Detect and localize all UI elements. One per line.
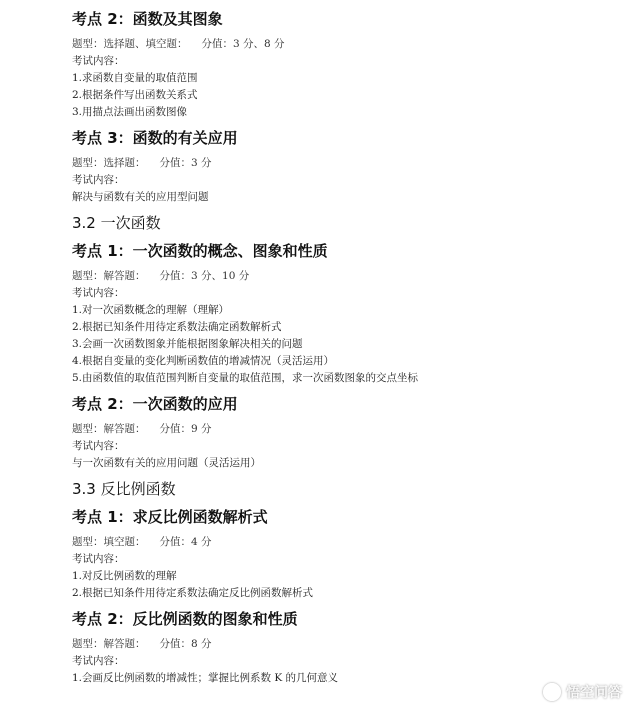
section-heading: 考点 1：一次函数的概念、图象和性质	[72, 242, 328, 260]
question-type: 题型：选择题：	[72, 157, 146, 169]
score-value: 分值：3 分、8 分	[201, 38, 285, 50]
wukong-logo-icon	[543, 683, 561, 701]
section-heading: 考点 2：函数及其图象	[72, 10, 223, 28]
content-item: 2.根据已知条件用待定系数法确定函数解析式	[72, 321, 282, 333]
content-item: 解决与函数有关的应用型问题	[72, 191, 209, 203]
content-item: 1.会画反比例函数的增减性；掌握比例系数 K 的几何意义	[72, 672, 339, 684]
content-item: 3.会画一次函数图象并能根据图象解决相关的问题	[72, 338, 303, 350]
score-value: 分值：3 分	[159, 157, 212, 169]
content-item: 1.对反比例函数的理解	[72, 570, 177, 582]
content-item: 2.根据已知条件用待定系数法确定反比例函数解析式	[72, 587, 314, 599]
question-meta	[72, 636, 632, 653]
question-type: 题型：填空题：	[72, 536, 146, 548]
question-meta	[72, 534, 632, 551]
section-heading: 考点 2：反比例函数的图象和性质	[72, 610, 298, 628]
score-value: 分值：3 分、10 分	[159, 270, 250, 282]
score-value: 分值：4 分	[159, 536, 212, 548]
question-type: 题型：选择题、填空题：	[72, 38, 188, 50]
question-meta	[72, 421, 632, 438]
question-type: 题型：解答题：	[72, 638, 146, 650]
chapter-heading: 3.3 反比例函数	[72, 480, 176, 498]
content-item: 1.对一次函数概念的理解（理解）	[72, 304, 230, 316]
watermark	[543, 682, 622, 702]
question-meta	[72, 268, 632, 285]
score-value: 分值：9 分	[159, 423, 212, 435]
content-item: 4.根据自变量的变化判断函数值的增减情况（灵活运用）	[72, 355, 335, 367]
content-label: 考试内容：	[72, 174, 125, 186]
content-item: 5.由函数值的取值范围判断自变量的取值范围，求一次函数图象的交点坐标	[72, 372, 419, 384]
content-item: 2.根据条件写出函数关系式	[72, 89, 198, 101]
score-value: 分值：8 分	[159, 638, 212, 650]
content-label: 考试内容：	[72, 553, 125, 565]
content-item: 1.求函数自变量的取值范围	[72, 72, 198, 84]
content-label: 考试内容：	[72, 55, 125, 67]
question-meta	[72, 36, 632, 53]
section-heading: 考点 2：一次函数的应用	[72, 395, 238, 413]
document-page	[72, 8, 632, 693]
content-label: 考试内容：	[72, 655, 125, 667]
question-type: 题型：解答题：	[72, 423, 146, 435]
question-meta	[72, 155, 632, 172]
question-type: 题型：解答题：	[72, 270, 146, 282]
content-label: 考试内容：	[72, 287, 125, 299]
content-item: 与一次函数有关的应用问题（灵活运用）	[72, 457, 261, 469]
watermark-text: 悟空问答	[566, 685, 622, 701]
content-item: 3.用描点法画出函数图像	[72, 106, 188, 118]
section-heading: 考点 3：函数的有关应用	[72, 129, 238, 147]
chapter-heading: 3.2 一次函数	[72, 214, 161, 232]
content-label: 考试内容：	[72, 440, 125, 452]
section-heading: 考点 1：求反比例函数解析式	[72, 508, 268, 526]
